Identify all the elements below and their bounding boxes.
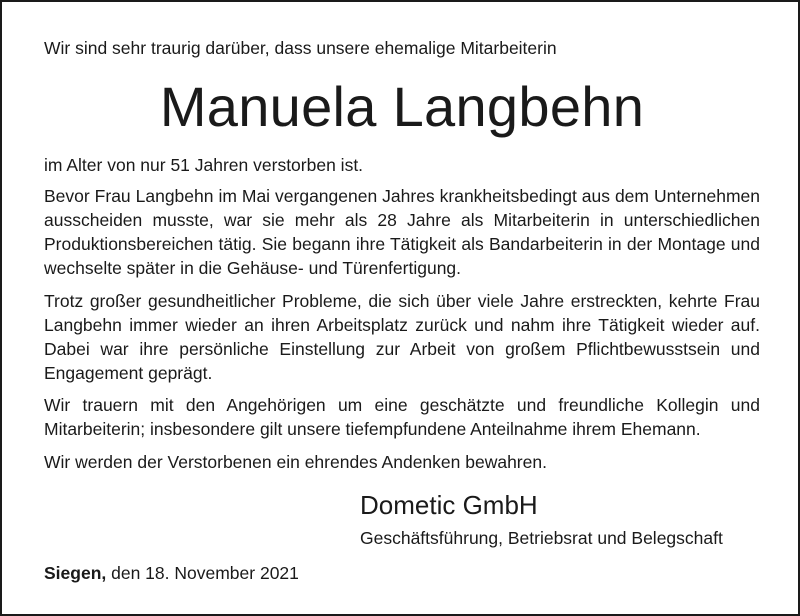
paragraph-career: Bevor Frau Langbehn im Mai vergangenen Jahres krankheitsbedingt aus dem Unternehmen ausscheiden musste, war sie mehr als 28 Jahre als Mitarbeiterin in unterschiedlichen Produktionsbereichen tätig. Sie begann ihre Tätigkeit als Bandarbeiterin in der Montage und wechselte später in die Gehäuse- und Türenfertigung. [44,186,760,278]
dateline-date: den 18. November 2021 [111,563,299,583]
dateline [44,561,299,585]
company-name: Dometic GmbH [360,490,538,520]
notice-body [44,153,760,482]
dateline-place: Siegen, [44,563,107,583]
signatories: Geschäftsführung, Betriebsrat und Belegschaft [360,528,723,548]
paragraph-illness: Trotz großer gesundheitlicher Probleme, die sich über viele Jahre erstreckten, kehrte Frau Langbehn immer wieder an ihren Arbeitsplatz zurück und nahm ihre Tätigkeit wieder auf. Dabei war ihre persönliche Einstellung zur Arbeit von großem Pflichtbewusstsein und Engagement geprägt. [44,290,760,383]
age-line: im Alter von nur 51 Jahren verstorben ist. [44,155,364,175]
paragraph-remembrance: Wir werden der Verstorbenen ein ehrendes Andenken bewahren. [44,451,547,472]
deceased-name: Manuela Langbehn [159,75,645,138]
intro-text: Wir sind sehr traurig darüber, dass unsere ehemalige Mitarbeiterin [44,38,557,58]
paragraph-condolence: Wir trauern mit den Angehörigen um eine geschätzte und freundliche Kollegin und Mitarbeiterin; insbesondere gilt unsere tiefempfundene Anteilnahme ihrem Ehemann. [44,395,760,439]
